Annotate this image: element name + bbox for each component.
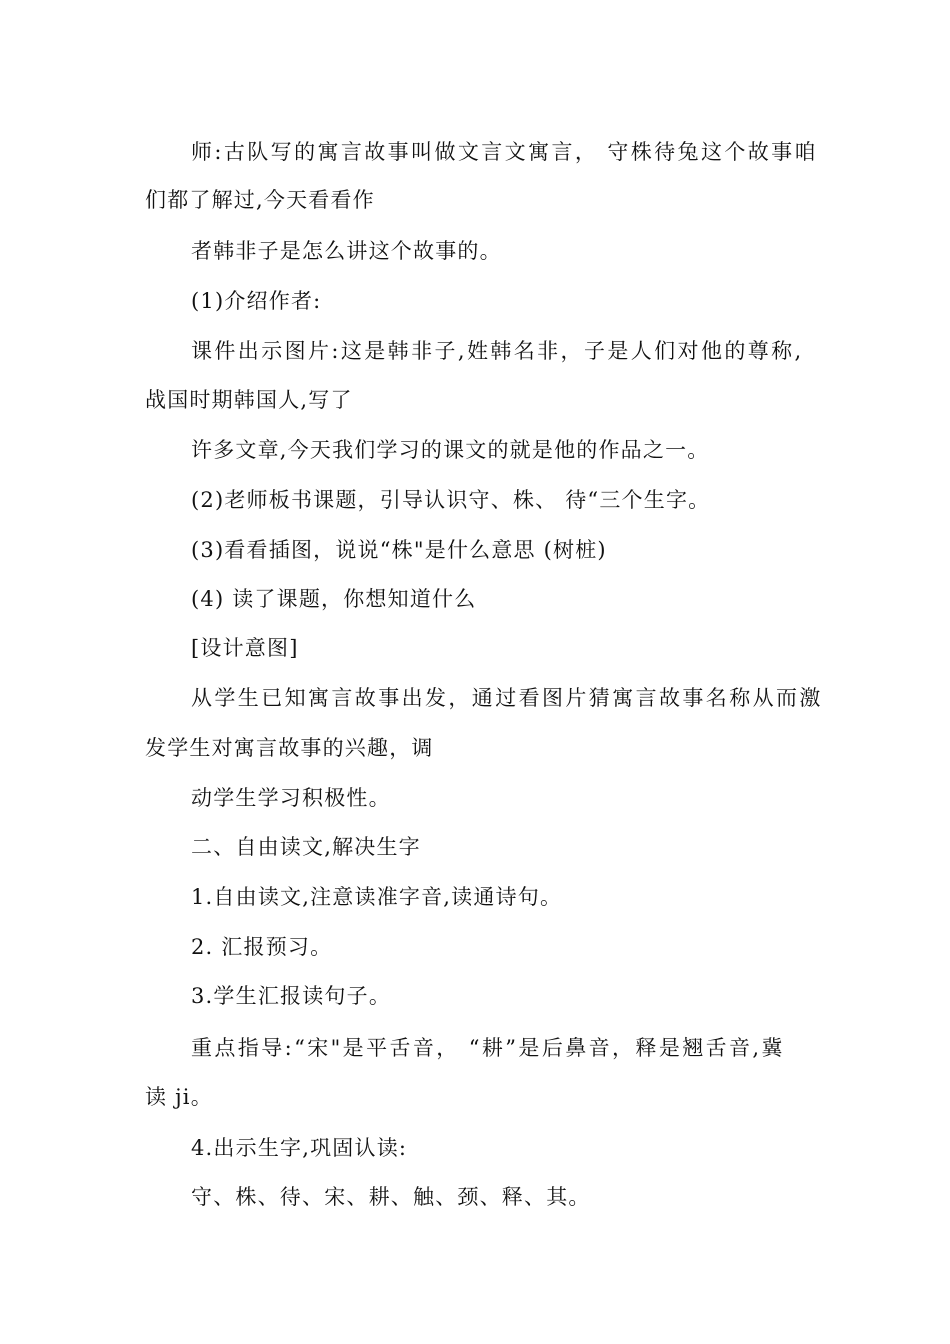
paragraph-line: 许多文章,今天我们学习的课文的就是他的作品之一。 <box>191 438 710 462</box>
paragraph-line: (2)老师板书课题，引导认识守、株、 待“三个生字。 <box>191 488 711 512</box>
paragraph-line: 动学生学习积极性。 <box>191 786 391 810</box>
paragraph-line: 1.自由读文,注意读准字音,读通诗句。 <box>191 885 563 909</box>
paragraph-line: (1)介绍作者: <box>191 289 322 313</box>
paragraph-line: 2. 汇报预习。 <box>191 935 333 959</box>
paragraph-line: 者韩非子是怎么讲这个故事的。 <box>191 239 502 263</box>
paragraph-line: 战国时期韩国人,写了 <box>145 388 353 412</box>
paragraph-line: 从学生已知寓言故事出发，通过看图片猜寓言故事名称从而激 <box>191 686 823 710</box>
paragraph-line: 3.学生汇报读句子。 <box>191 984 392 1008</box>
paragraph-line: 课件出示图片:这是韩非子,姓韩名非，子是人们对他的尊称, <box>191 339 804 363</box>
paragraph-line: (3)看看插图，说说“株"是什么意思 (树桩) <box>191 538 607 562</box>
paragraph-line: [设计意图] <box>191 636 299 660</box>
paragraph-line: (4) 读了课题，你想知道什么 <box>191 587 477 611</box>
paragraph-line: 4.出示生字,巩固认读: <box>191 1136 408 1160</box>
paragraph-line: 发学生对寓言故事的兴趣，调 <box>145 736 434 760</box>
paragraph-line: 重点指导:“宋"是平舌音， “耕”是后鼻音，释是翘舌音,冀 <box>191 1036 785 1060</box>
paragraph-line: 们都了解过,今天看看作 <box>145 188 375 212</box>
paragraph-line: 师:古队写的寓言故事叫做文言文寓言， 守株待兔这个故事咱 <box>191 140 818 164</box>
paragraph-line: 二、自由读文,解决生字 <box>191 835 421 859</box>
paragraph-line: 读 ji。 <box>145 1085 213 1109</box>
paragraph-line: 守、株、待、宋、耕、触、颈、释、其。 <box>191 1185 591 1209</box>
